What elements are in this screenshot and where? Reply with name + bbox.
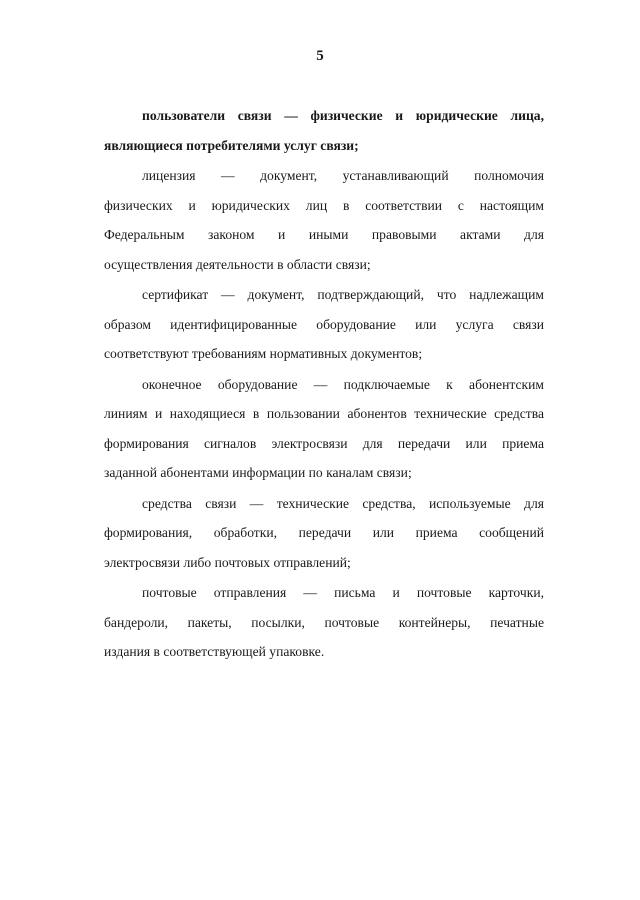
text-line: электросвязи либо почтовых отправлений;	[104, 554, 351, 570]
text-line: оконечное оборудование — подключаемые к абонентским	[142, 376, 544, 392]
text-line: формирования, обработки, передачи или приема сообщений	[104, 525, 544, 540]
definition-paragraph	[104, 489, 544, 578]
text-line: бандероли, пакеты, посылки, почтовые контейнеры, печатные	[104, 614, 544, 630]
definition-paragraph	[104, 370, 544, 488]
definition-paragraph	[104, 578, 544, 667]
text-line: сертификат — документ, подтверждающий, что надлежащим	[142, 287, 544, 302]
text-line: образом идентифицированные оборудование или услуга связи	[104, 316, 544, 332]
text-line: издания в соответствующей упаковке.	[104, 644, 325, 659]
text-line: почтовые отправления — письма и почтовые карточки,	[142, 585, 544, 600]
definition-paragraph	[104, 101, 544, 160]
text-line: пользователи связи — физические и юридические лица,	[142, 108, 544, 123]
text-line: формирования сигналов электросвязи для передачи или приема	[104, 435, 544, 451]
text-line: лицензия — документ, устанавливающий полномочия	[142, 168, 544, 183]
document-body	[104, 101, 544, 668]
text-line: средства связи — технические средства, используемые для	[142, 495, 544, 511]
text-line: являющиеся потребителями услуг связи;	[104, 137, 359, 153]
definition-paragraph	[104, 161, 544, 279]
text-line: линиям и находящиеся в пользовании абонентов технические средства	[104, 406, 544, 421]
text-line: физических и юридических лиц в соответствии с настоящим	[104, 197, 544, 213]
text-line: соответствуют требованиям нормативных документов;	[104, 346, 423, 361]
page-number: 5	[316, 48, 324, 64]
text-line: Федеральным законом и иными правовыми актами для	[104, 227, 544, 242]
definition-paragraph	[104, 280, 544, 369]
text-line: осуществления деятельности в области связи;	[104, 256, 371, 272]
text-line: заданной абонентами информации по каналам связи;	[104, 465, 412, 480]
